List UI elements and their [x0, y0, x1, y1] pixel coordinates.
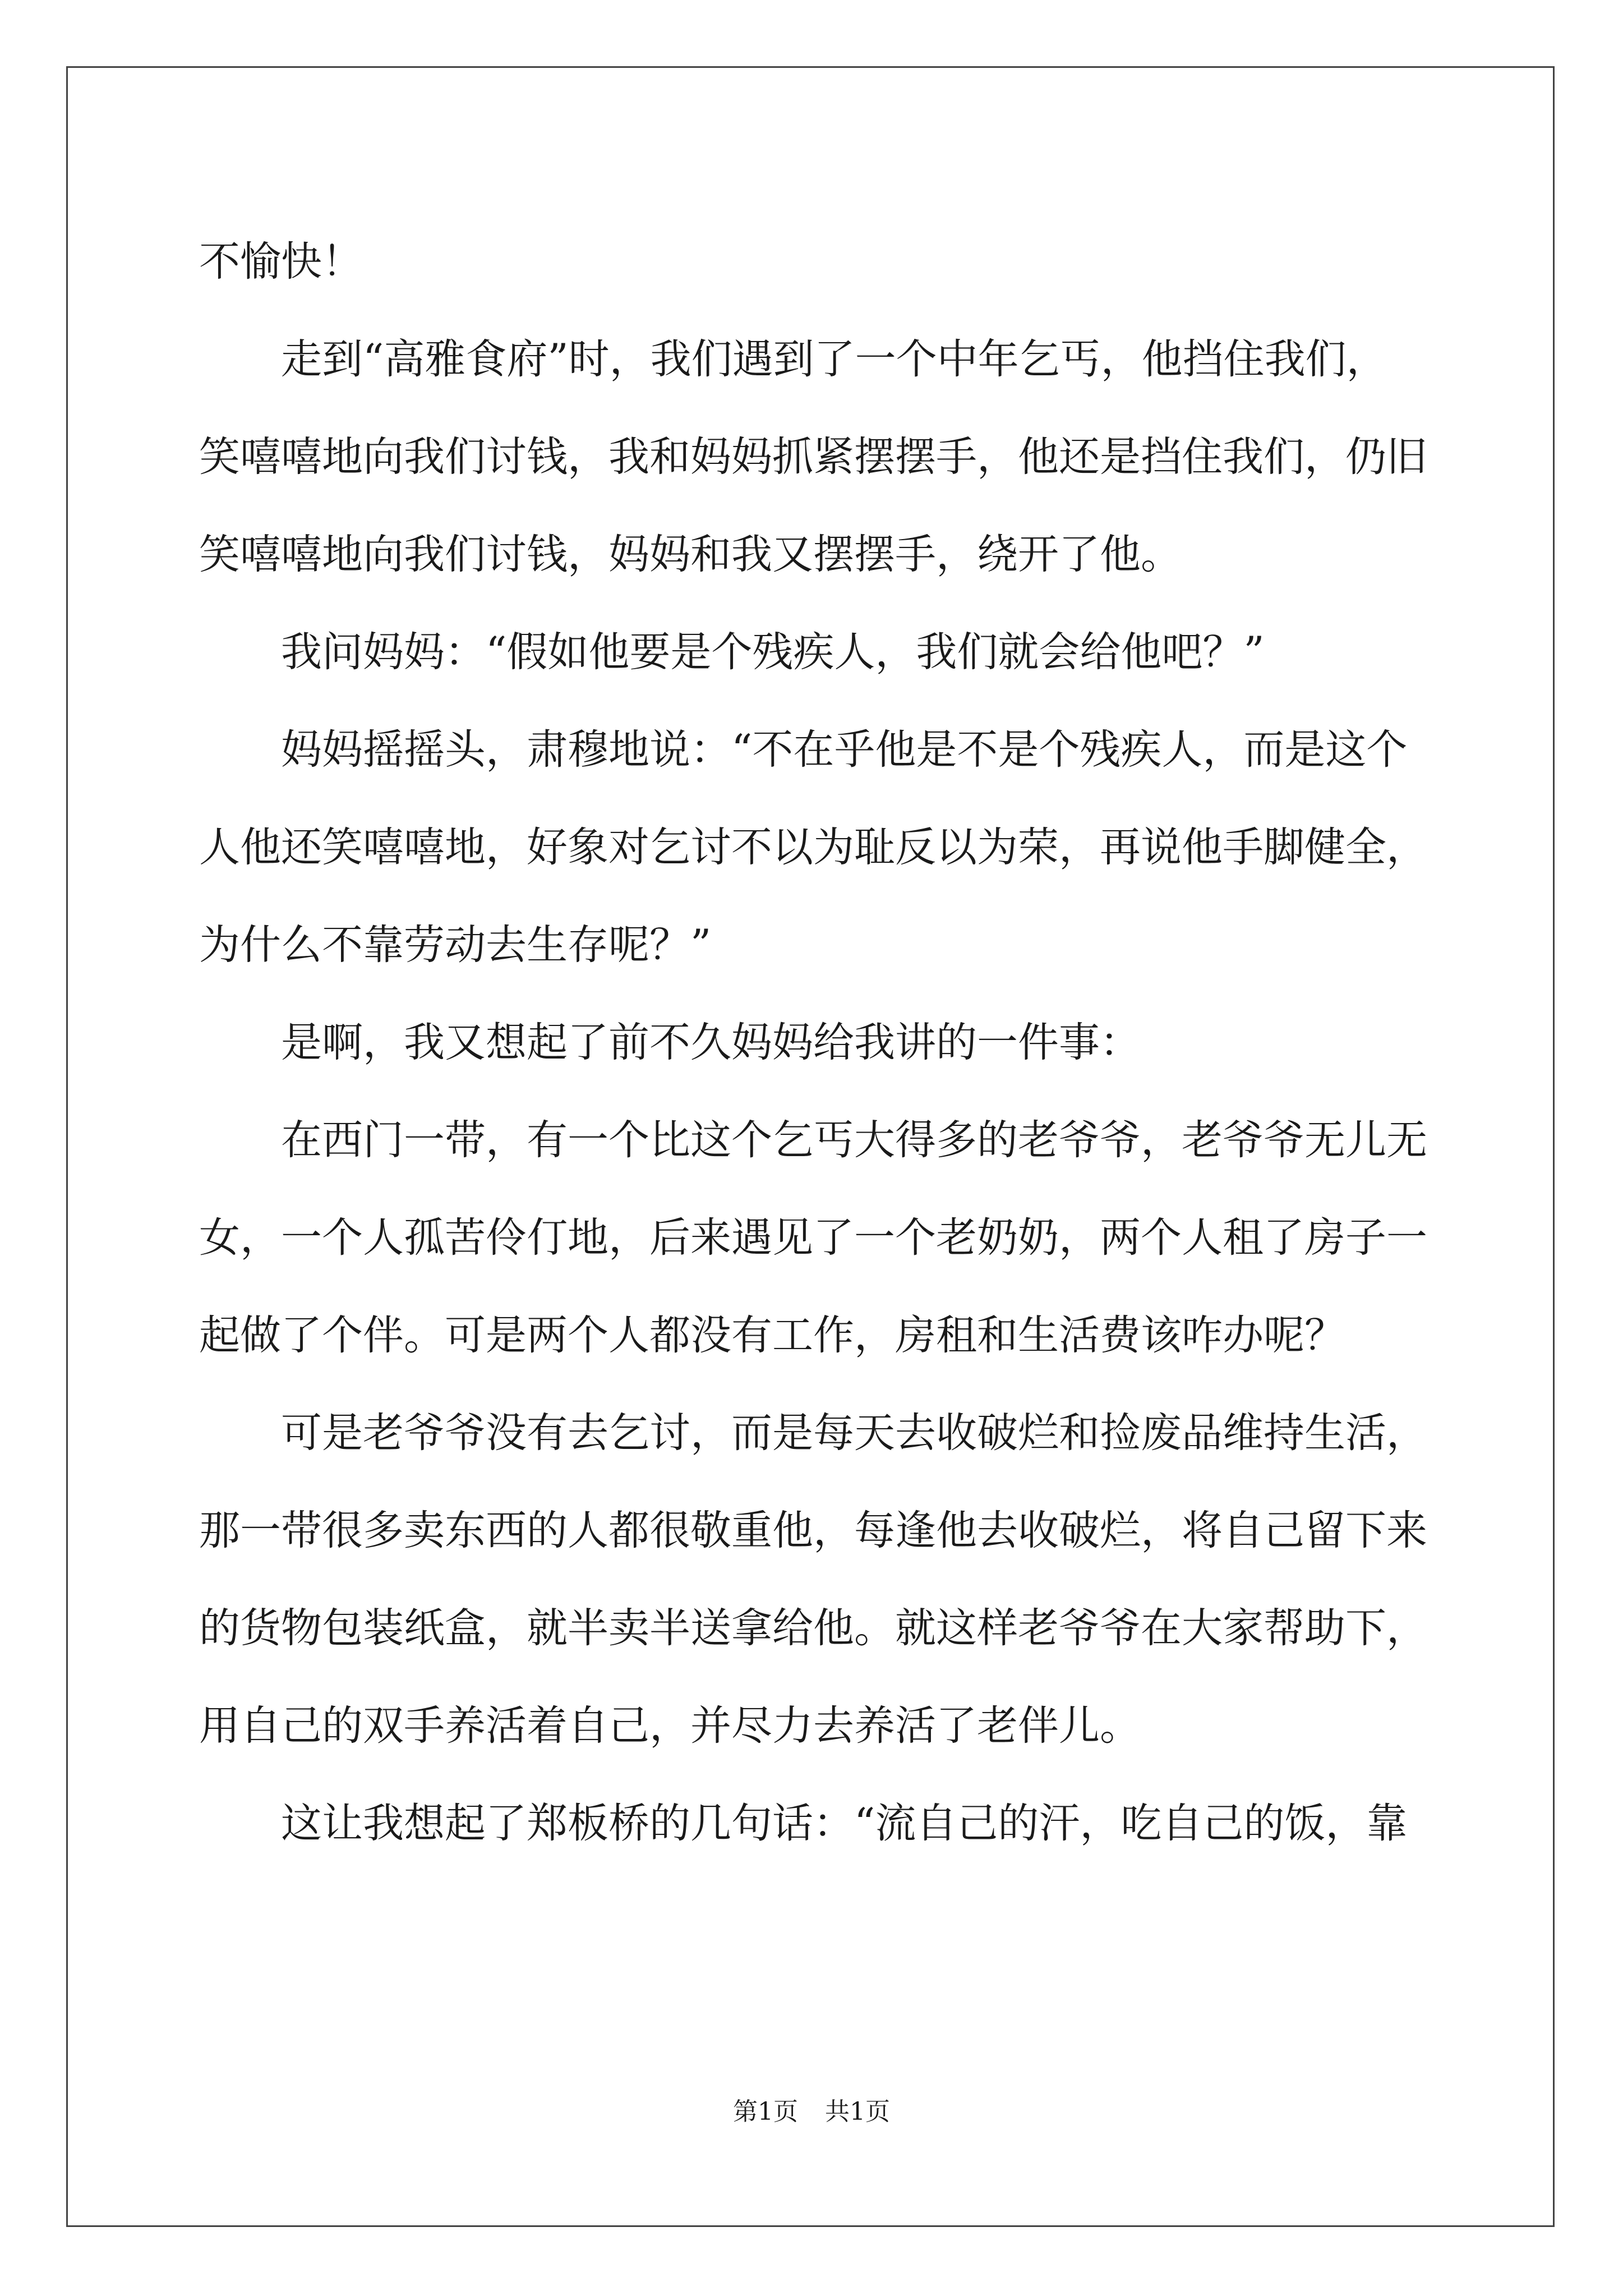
document-body — [199, 213, 1433, 1872]
text-line: 用自己的双手养活着自己，并尽力去养活了老伴儿。 — [199, 1702, 1141, 1750]
page-total: 共1页 — [825, 2097, 890, 2126]
page-footer — [0, 2091, 1623, 2127]
text-line: 这让我想起了郑板桥的几句话：“流自己的汗，吃自己的饭，靠 — [281, 1800, 1408, 1847]
text-line: 妈妈摇摇头，肃穆地说：“不在乎他是不是个残疾人，而是这个 — [281, 726, 1408, 774]
page-number: 第1页 — [733, 2097, 798, 2126]
text-line: 为什么不靠劳动去生存呢？” — [199, 921, 712, 969]
text-line: 起做了个伴。可是两个人都没有工作，房租和生活费该咋办呢？ — [199, 1312, 1345, 1359]
text-line: 我问妈妈：“假如他要是个残疾人，我们就会给他吧？” — [281, 628, 1265, 676]
text-line: 人他还笑嘻嘻地，好象对乞讨不以为耻反以为荣，再说他手脚健全， — [199, 823, 1427, 871]
text-line: 笑嘻嘻地向我们讨钱，我和妈妈抓紧摆摆手，他还是挡住我们，仍旧 — [199, 433, 1427, 481]
text-line: 可是老爷爷没有去乞讨，而是每天去收破烂和捡废品维持生活， — [281, 1409, 1427, 1457]
text-line: 那一带很多卖东西的人都很敬重他，每逢他去收破烂，将自己留下来 — [199, 1507, 1427, 1554]
text-line: 笑嘻嘻地向我们讨钱，妈妈和我又摆摆手，绕开了他。 — [199, 531, 1182, 578]
text-line: 女，一个人孤苦伶仃地，后来遇见了一个老奶奶，两个人租了房子一 — [199, 1214, 1427, 1262]
text-line: 是啊，我又想起了前不久妈妈给我讲的一件事： — [281, 1019, 1141, 1066]
text-line: 走到“高雅食府”时，我们遇到了一个中年乞丐，他挡住我们， — [281, 335, 1387, 383]
text-line: 不愉快！ — [199, 238, 363, 286]
text-line: 在西门一带，有一个比这个乞丐大得多的老爷爷，老爷爷无儿无 — [281, 1116, 1427, 1164]
text-line: 的货物包装纸盒，就半卖半送拿给他。就这样老爷爷在大家帮助下， — [199, 1604, 1427, 1652]
